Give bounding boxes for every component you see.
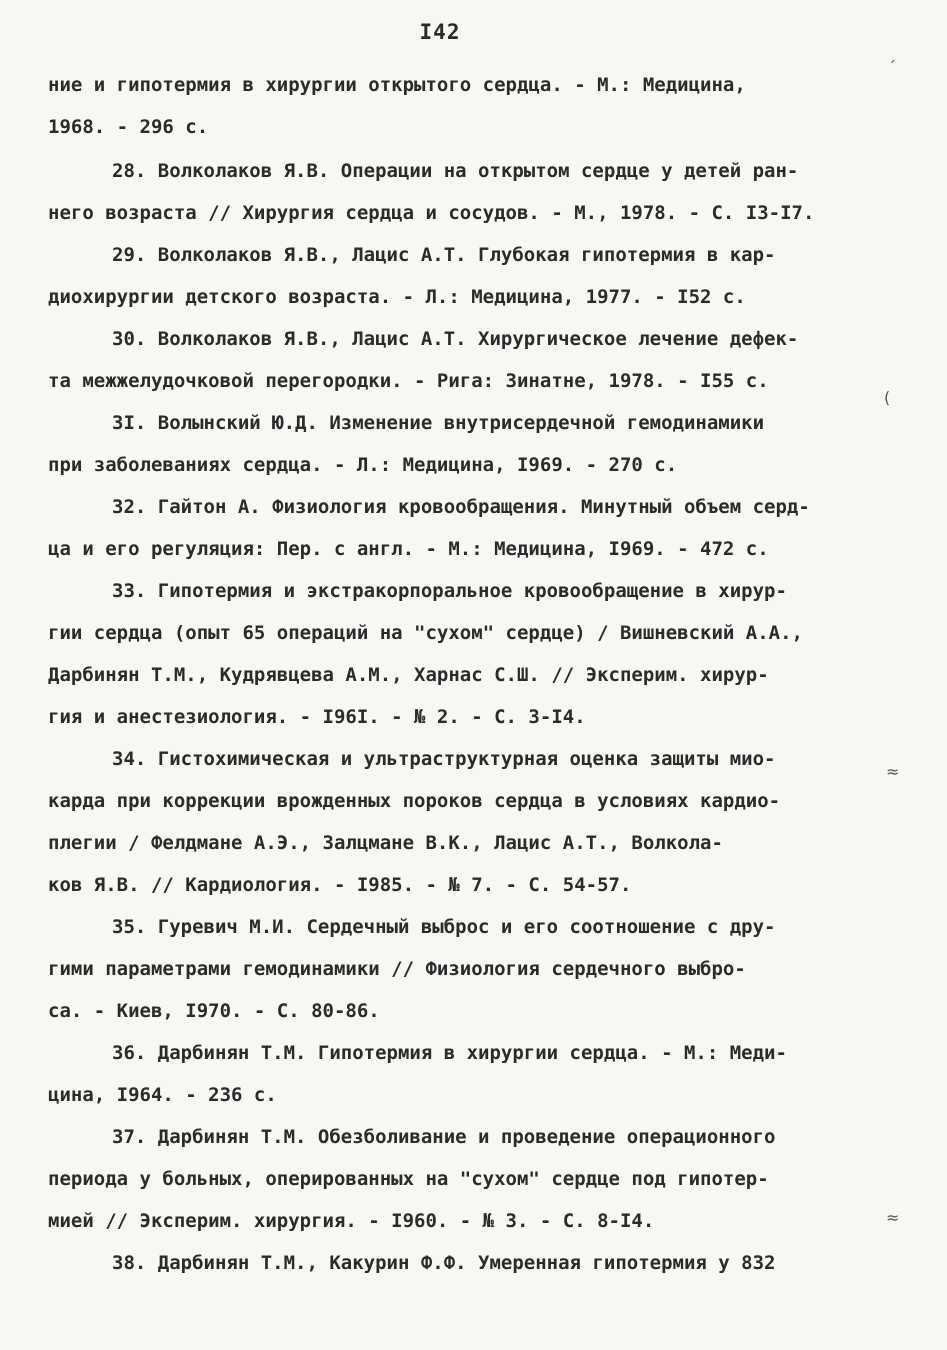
text-line: 36. Дарбинян Т.М. Гипотермия в хирургии сердца. - М.: Меди- [112,1042,787,1064]
text-line: 33. Гипотермия и экстракорпоральное кровообращение в хирур- [112,580,787,602]
text-line: него возраста // Хирургия сердца и сосудов. - М., 1978. - С. I3-I7. [48,202,815,224]
text-line: мией // Эксперим. хирургия. - I960. - № 3. - С. 8-I4. [48,1210,655,1232]
text-line: цина, I964. - 236 с. [48,1084,277,1106]
text-line: плегии / Фелдмане А.Э., Залцмане В.К., Лацис А.Т., Волкола- [48,832,723,854]
text-line: 37. Дарбинян Т.М. Обезболивание и проведение операционного [112,1126,776,1148]
margin-mark-icon: ≈ [886,762,900,781]
text-line: 1968. - 296 с. [48,116,209,138]
margin-mark-icon: ≈ [886,1208,900,1227]
text-line: гими параметрами гемодинамики // Физиология сердечного выбро- [48,958,746,980]
text-line: ков Я.В. // Кардиология. - I985. - № 7. - С. 54-57. [48,874,632,896]
text-line: 35. Гуревич М.И. Сердечный выброс и его соотношение с дру- [112,916,776,938]
text-line: 29. Волколаков Я.В., Лацис А.Т. Глубокая гипотермия в кар- [112,244,776,266]
text-line: 38. Дарбинян Т.М., Какурин Ф.Ф. Умеренная гипотермия у 832 [112,1252,776,1274]
text-line: 30. Волколаков Я.В., Лацис А.Т. Хирургическое лечение дефек- [112,328,799,350]
text-line: карда при коррекции врожденных пороков сердца в условиях кардио- [48,790,781,812]
margin-mark-icon: ( [884,388,891,407]
text-line: са. - Киев, I970. - С. 80-86. [48,1000,380,1022]
text-line: гии сердца (опыт 65 операций на "сухом" сердце) / Вишневский А.А., [48,622,803,644]
text-line: та межжелудочковой перегородки. - Рига: Зинатне, 1978. - I55 с. [48,370,769,392]
text-line: 34. Гистохимическая и ультраструктурная оценка защиты мио- [112,748,776,770]
text-line: Дарбинян Т.М., Кудрявцева А.М., Харнас С.Ш. // Эксперим. хирур- [48,664,769,686]
margin-mark-icon: ˊ [888,58,896,77]
text-line: гия и анестезиология. - I96I. - № 2. - С. 3-I4. [48,706,586,728]
text-line: ние и гипотермия в хирургии открытого сердца. - М.: Медицина, [48,74,746,96]
text-line: диохирургии детского возраста. - Л.: Медицина, 1977. - I52 с. [48,286,746,308]
text-line: 3I. Волынский Ю.Д. Изменение внутрисердечной гемодинамики [112,412,765,434]
text-line: 28. Волколаков Я.В. Операции на открытом сердце у детей ран- [112,160,799,182]
text-line: 32. Гайтон А. Физиология кровообращения. Минутный объем серд- [112,496,810,518]
text-line: при заболеваниях сердца. - Л.: Медицина, I969. - 270 с. [48,454,678,476]
text-line: ца и его регуляция: Пер. с англ. - М.: Медицина, I969. - 472 с. [48,538,769,560]
page-number: I42 [419,20,461,44]
text-line: периода у больных, оперированных на "сухом" сердце под гипотер- [48,1168,769,1190]
